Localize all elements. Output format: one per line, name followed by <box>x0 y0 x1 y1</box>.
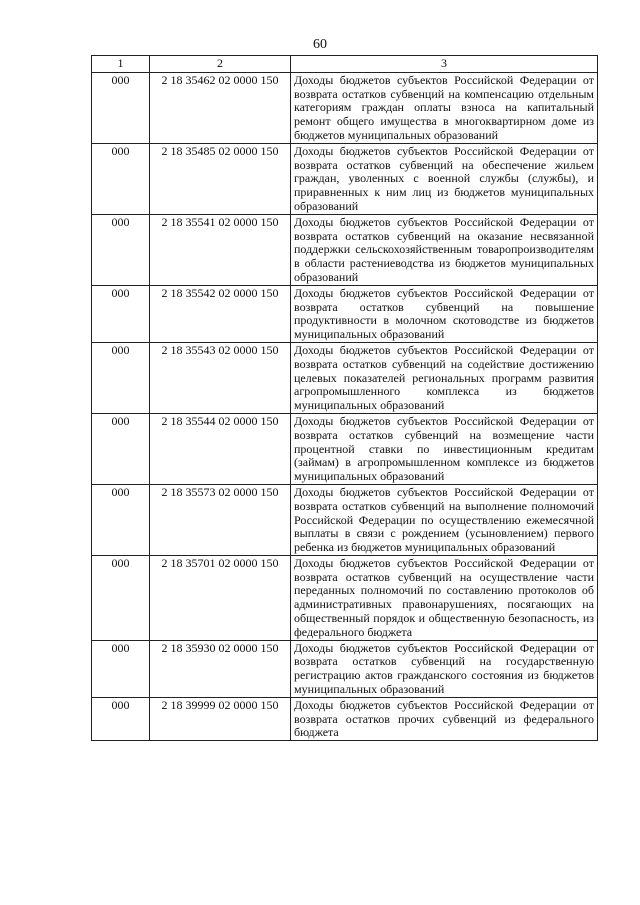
budget-code-cell: 2 18 35462 02 0000 150 <box>150 72 291 143</box>
admin-code-cell: 000 <box>92 697 150 740</box>
admin-code-cell: 000 <box>92 285 150 342</box>
table-row <box>92 285 598 342</box>
admin-code-cell: 000 <box>92 484 150 555</box>
description-cell: Доходы бюджетов субъектов Российской Федерации от возврата остатков субвенций на обеспечение жильем граждан, уволенных с военной службы (службы), и приравненных к ним лиц из бюджетов муниципальных образований <box>291 143 598 214</box>
admin-code-cell: 000 <box>92 413 150 484</box>
admin-code-cell: 000 <box>92 214 150 285</box>
admin-code-cell: 000 <box>92 640 150 697</box>
description-cell: Доходы бюджетов субъектов Российской Федерации от возврата остатков субвенций на компенсацию отдельным категориям граждан оплаты взноса на капитальный ремонт общего имущества в многоквартирном доме из бюджетов муниципальных образований <box>291 72 598 143</box>
description-cell: Доходы бюджетов субъектов Российской Федерации от возврата остатков субвенций на содействие достижению целевых показателей региональных программ развития агропромышленного комплекса из бюджетов муниципальных образований <box>291 342 598 413</box>
page-number: 60 <box>313 37 327 52</box>
admin-code-cell: 000 <box>92 72 150 143</box>
budget-code-cell: 2 18 35701 02 0000 150 <box>150 555 291 640</box>
budget-code-cell: 2 18 35543 02 0000 150 <box>150 342 291 413</box>
budget-code-cell: 2 18 39999 02 0000 150 <box>150 697 291 740</box>
table-row <box>92 484 598 555</box>
admin-code-cell: 000 <box>92 342 150 413</box>
description-cell: Доходы бюджетов субъектов Российской Федерации от возврата остатков субвенций на государственную регистрацию актов гражданского состояния из бюджетов муниципальных образований <box>291 640 598 697</box>
budget-code-cell: 2 18 35573 02 0000 150 <box>150 484 291 555</box>
table-row <box>92 413 598 484</box>
header-row <box>92 56 598 73</box>
budget-code-cell: 2 18 35930 02 0000 150 <box>150 640 291 697</box>
table-row <box>92 640 598 697</box>
admin-code-cell: 000 <box>92 143 150 214</box>
table-row <box>92 72 598 143</box>
table-row <box>92 143 598 214</box>
budget-code-cell: 2 18 35544 02 0000 150 <box>150 413 291 484</box>
table-row <box>92 342 598 413</box>
budget-code-cell: 2 18 35485 02 0000 150 <box>150 143 291 214</box>
column-header-1: 1 <box>92 56 150 73</box>
table-row <box>92 555 598 640</box>
table-row <box>92 697 598 740</box>
budget-code-cell: 2 18 35542 02 0000 150 <box>150 285 291 342</box>
description-cell: Доходы бюджетов субъектов Российской Федерации от возврата остатков субвенций на повышение продуктивности в молочном скотоводстве из бюджетов муниципальных образований <box>291 285 598 342</box>
budget-revenue-table <box>91 55 598 741</box>
budget-code-cell: 2 18 35541 02 0000 150 <box>150 214 291 285</box>
column-header-3: 3 <box>291 56 598 73</box>
admin-code-cell: 000 <box>92 555 150 640</box>
description-cell: Доходы бюджетов субъектов Российской Федерации от возврата остатков субвенций на оказание несвязанной поддержки сельскохозяйственным товаропроизводителям в области растениеводства из бюджетов муниципальных образований <box>291 214 598 285</box>
description-cell: Доходы бюджетов субъектов Российской Федерации от возврата остатков субвенций на возмещение части процентной ставки по инвестиционным кредитам (займам) в агропромышленном комплексе из бюджетов муниципальных образований <box>291 413 598 484</box>
column-header-2: 2 <box>150 56 291 73</box>
description-cell: Доходы бюджетов субъектов Российской Федерации от возврата остатков прочих субвенций из федерального бюджета <box>291 697 598 740</box>
description-cell: Доходы бюджетов субъектов Российской Федерации от возврата остатков субвенций на выполнение полномочий Российской Федерации по осуществлению ежемесячной выплаты в связи с рождением (усыновлением) первого ребенка из бюджетов муниципальных образований <box>291 484 598 555</box>
description-cell: Доходы бюджетов субъектов Российской Федерации от возврата остатков субвенций на осуществление части переданных полномочий по составлению протоколов об административных правонарушениях, посягающих на общественный порядок и общественную безопасность, из федерального бюджета <box>291 555 598 640</box>
table-row <box>92 214 598 285</box>
